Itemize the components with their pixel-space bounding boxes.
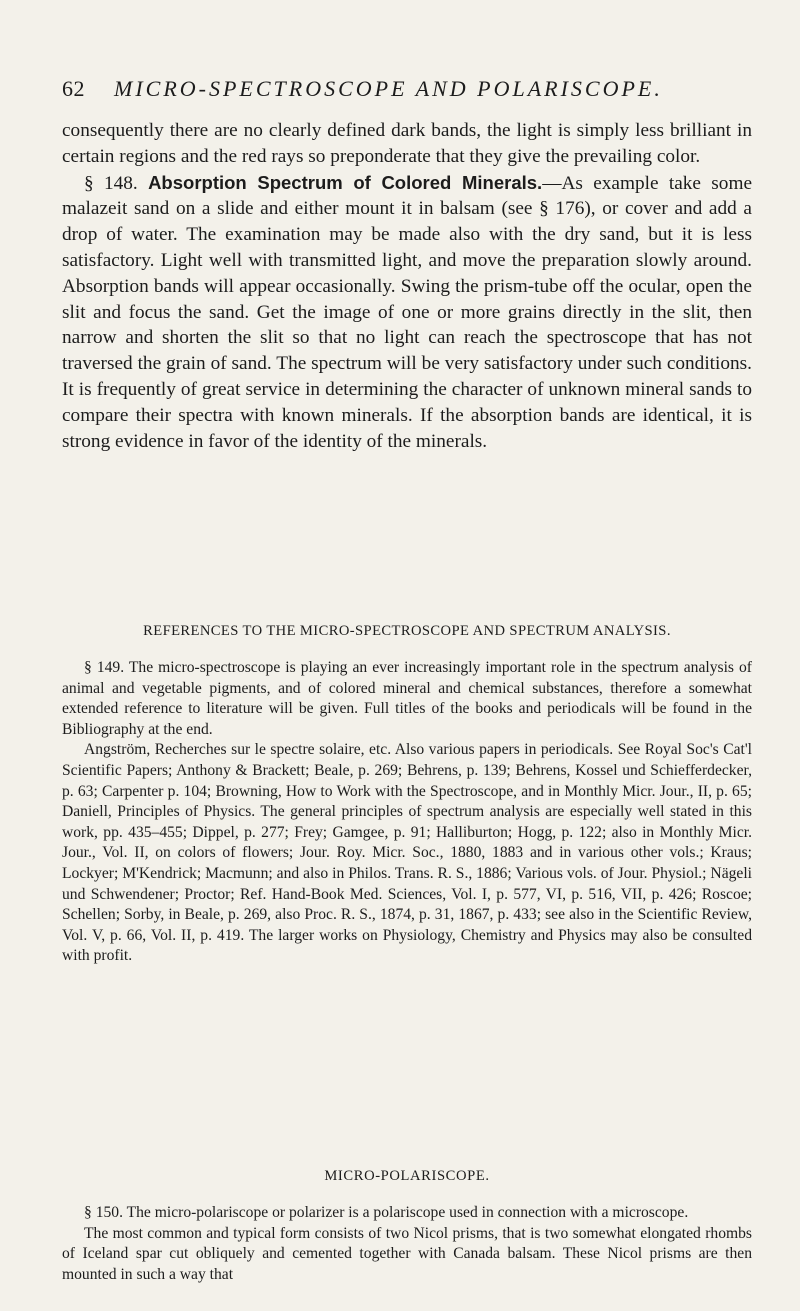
running-title: MICRO-SPECTROSCOPE AND POLARISCOPE. <box>114 76 663 101</box>
page-number: 62 <box>62 76 85 101</box>
section-heading: Absorption Spectrum of Colored Minerals. <box>148 171 543 193</box>
references-intro: § 149. The micro-spectroscope is playing an ever increasingly important role in the spectrum analysis of animal and vegetable pigments, and of colored mineral and chemical substances, therefore a somewhat extended reference to literature will be given. Full titles of the books and periodicals will be found in the Bibliography at the end. <box>62 659 752 738</box>
polariscope-description: The most common and typical form consists of two Nicol prisms, that is two somewhat elongated rhombs of Iceland spar cut obliquely and cemented together with Canada balsam. These Nicol prisms are then mounted in such a way that <box>62 1224 752 1283</box>
references-heading: REFERENCES TO THE MICRO-SPECTROSCOPE AND SPECTRUM ANALYSIS. <box>143 623 671 639</box>
paragraph-section-148 <box>62 170 752 455</box>
section-number: § 148. <box>84 172 138 194</box>
page-header <box>62 76 752 106</box>
polariscope-text <box>62 1203 752 1285</box>
references-list: Angström, Recherches sur le spectre solaire, etc. Also various papers in periodicals. See Royal Soc's Cat'l Scientific Papers; Anthony & Brackett; Beale, p. 269; Behrens, p. 139; Behrens, Kossel und Schiefferdecker, p. 63; Carpenter p. 104; Browning, How to Work with the Spectroscope, and in Monthly Micr. Jour., II, p. 65; Daniell, Principles of Physics. The general principles of spectrum analysis are especially well stated in this work, pp. 435–455; Dippel, p. 277; Frey; Gamgee, p. 91; Halliburton; Hogg, p. 122; also in Monthly Micr. Jour., Vol. II, on colors of flowers; Jour. Roy. Micr. Soc., 1880, 1883 and in various other vols.; Kraus; Lockyer; M'Kendrick; Macmunn; and also in Philos. Trans. R. S., 1886; Various vols. of Jour. Physiol.; Nägeli und Schwendener; Proctor; Ref. Hand-Book Med. Sciences, Vol. I, p. 577, VI, p. 516, VII, p. 426; Roscoe; Schellen; Sorby, in Beale, p. 269, also Proc. R. S., 1874, p. 31, 1867, p. 433; see also in the Scientific Review, Vol. V, p. 66, Vol. II, p. 419. The larger works on Physiology, Chemistry and Physics may also be consulted with profit. <box>62 741 752 965</box>
section-text: —As example take some malazeit sand on a slide and either mount it in balsam (see § 176), or cover and add a drop of water. The examination may be made also with the dry sand, but it is less satisfactory. Light well with transmitted light, and move the preparation slowly around. Absorption bands will appear occasionally. Swing the prism-tube off the ocular, open the slit and focus the sand. Get the image of one or more grains directly in the slit, then narrow and shorten the slit so that no light can reach the spectroscope that has not traversed the grain of sand. The spectrum will be very satisfactory under such conditions. It is frequently of great service in determining the character of unknown mineral sands to compare their spectra with known minerals. If the absorption bands are identical, it is strong evidence in favor of the identity of the minerals. <box>62 172 753 452</box>
polariscope-definition: § 150. The micro-polariscope or polarizer is a polariscope used in connection with a microscope. <box>84 1204 689 1221</box>
main-text <box>62 118 752 454</box>
polariscope-heading: MICRO-POLARISCOPE. <box>324 1168 490 1184</box>
references-text <box>62 658 752 967</box>
paragraph-continuation: consequently there are no clearly defined dark bands, the light is simply less brilliant in certain regions and the red rays so preponderate that they give the prevailing color. <box>62 120 752 167</box>
